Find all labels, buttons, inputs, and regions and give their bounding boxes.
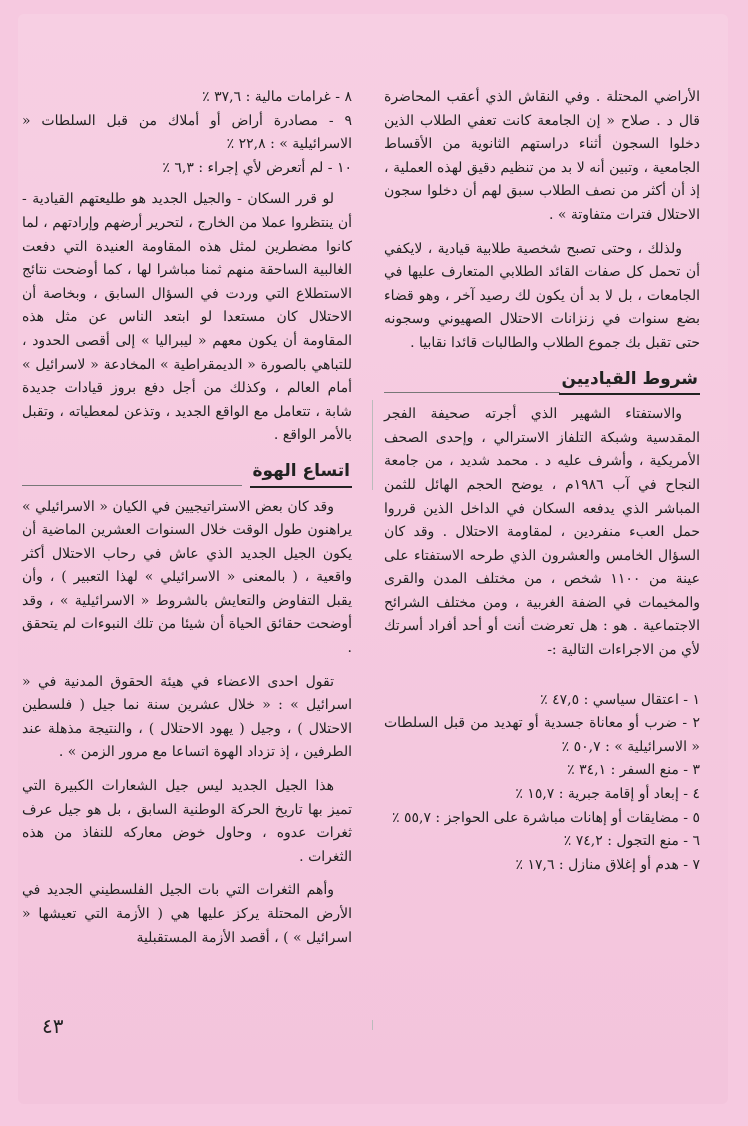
list-item: ١٠ - لم أتعرض لأي إجراء : ٦,٣ ٪ bbox=[162, 159, 352, 176]
list-item: ٥ - مضايقات أو إهانات مباشرة على الحواجز : ٥٥,٧ ٪ bbox=[391, 809, 700, 826]
list-item: ٩ - مصادرة أراض أو أملاك من قبل السلطات « الاسرائيلية » : ٢٢,٨ ٪ bbox=[22, 112, 352, 153]
section-heading: شروط القياديين bbox=[559, 368, 700, 396]
section-heading: اتساع الهوة bbox=[250, 460, 352, 488]
paragraph: الأراضي المحتلة . وفي النقاش الذي أعقب المحاضرة قال د . صلاح « إن الجامعة كانت تعفي الطلاب الذين دخلوا السجون أثناء دراستهم الثانوية من الأقساط الجامعية ، وتبين أنه لا بد من تنظيم دقيق لهذه العملية ، إذ أن أكثر من نصف الطلاب سبق لهم أن دخلوا سجون الاحتلال فترات متفاوتة » . bbox=[384, 89, 700, 223]
page-number: ٤٣ bbox=[42, 1014, 64, 1038]
list-item: ٢ - ضرب أو معاناة جسدية أو تهديد من قبل السلطات « الاسرائيلية » : ٥٠,٧ ٪ bbox=[384, 715, 700, 755]
column-mark bbox=[372, 400, 373, 490]
section-heading-wrap bbox=[22, 458, 352, 492]
list-item: ١ - اعتقال سياسي : ٤٧,٥ ٪ bbox=[540, 691, 700, 708]
paragraph: تقول احدى الاعضاء في هيئة الحقوق المدنية في « اسرائيل » : « خلال عشرين سنة نما جيل ( فلسطين الاحتلال ) ، وجيل ( يهود الاحتلال ) ، والنتيجة مذهلة عند الطرفين ، إذ تزداد الهوة اتساعا مع مرور الزمن » . bbox=[22, 673, 352, 761]
list-item: ٦ - منع التجول : ٧٤,٢ ٪ bbox=[563, 833, 700, 850]
paragraph: والاستفتاء الشهير الذي أجرته صحيفة الفجر المقدسية وشبكة التلفاز الاسترالي ، وإحدى الصحف الأمريكية ، وأشرف عليه د . محمد شديد ، من جامعة النجاح في آب ١٩٨٦م ، يوضح الحجم الهائل للثمن المباشر الذي يدفعه السكان في الداخل الذين قرروا حمل العبء منفردين ، لمقاومة الاحتلال . وقد كان السؤال الخامس والعشرون الذي طرحه الاستفتاء على عينة من ١١٠٠ شخص ، من مختلف المدن والقرى والمخيمات في الضفة الغربية ، ومن مختلف الشرائح الاجتماعية . هو : هل تعرضت أنت أو أحد أفراد أسرتك لأي من الاجراءات التالية :- bbox=[384, 406, 700, 659]
list-item: ٨ - غرامات مالية : ٣٧,٦ ٪ bbox=[202, 89, 352, 105]
column-mark bbox=[372, 1020, 373, 1030]
paragraph: وقد كان بعض الاستراتيجيين في الكيان « الاسرائيلي » يراهنون طول الوقت خلال السنوات العشرين الماضية أن يكون الجيل الجديد الذي عاش في رحاب الاحتلال أكثر واقعية ، ( بالمعنى « الاسرائيلي » لهذا التعبير ) ، وأن يقبل التفاوض والتعايش بالشروط « الاسرائيلية » ، وقد أوضحت حقائق الحياة أن شيئا من تلك النبوءات لم يتحقق . bbox=[22, 498, 352, 657]
survey-results-list bbox=[384, 689, 700, 878]
heading-rule bbox=[22, 485, 242, 486]
list-item: ٧ - هدم أو إغلاق منازل : ١٧,٦ ٪ bbox=[515, 856, 700, 873]
section-heading-wrap bbox=[384, 366, 700, 400]
right-column bbox=[384, 86, 700, 885]
left-column bbox=[22, 86, 352, 960]
survey-results-list-continued bbox=[22, 86, 352, 180]
list-item: ٣ - منع السفر : ٣٤,١ ٪ bbox=[567, 762, 700, 779]
paragraph: ولذلك ، وحتى تصبح شخصية طلابية قيادية ، لايكفي أن تحمل كل صفات القائد الطلابي المتعارف عليها في الجامعات ، بل لا بد أن يكون لك رصيد آخر ، وهو قضاء بضع سنوات في زنزانات الاحتلال الصهيوني وسجونه حتى تقبل بك جموع الطلاب والطالبات قائدا نقابيا . bbox=[384, 240, 700, 351]
paragraph: هذا الجيل الجديد ليس جيل الشعارات الكبيرة التي تميز بها تاريخ الحركة الوطنية السابق ، بل هو جيل عرف ثغرات عدوه ، وحاول خوض معاركه للنفاذ من هذه الثغرات . bbox=[22, 778, 352, 865]
heading-rule bbox=[384, 392, 560, 393]
paragraph: وأهم الثغرات التي بات الجيل الفلسطيني الجديد في الأرض المحتلة يركز عليها هي ( الأزمة التي تعيشها « اسرائيل » ) ، أقصد الأزمة المستقبلية bbox=[22, 882, 352, 946]
paragraph: لو قرر السكان - والجيل الجديد هو طليعتهم القيادية - أن ينتظروا عملا من الخارج ، لتحرير أرضهم وإرادتهم ، لما كانوا مضطرين لمثل هذه المقاومة العنيدة التي دفعت الغالبية الساحقة منهم ثمنا مباشرا لها ، كما أوضحت نتائج الاستطلاع التي وردت في السؤال السابق ، وبخاصة أن الاحتلال كان مستعدا لو ابتعد الناس عن مثل هذه المقاومة أن يكون معهم « ليبراليا » إلى أقصى الحدود ، للتباهي بالصورة « الديمقراطية » المخادعة « لاسرائيل » أمام العالم ، وكذلك من أجل دفع بروز قيادات جديدة شابة ، تتعامل مع الواقع الجديد ، وتذعن لمعطياته ، وتقبل بالأمر الواقع . bbox=[22, 191, 352, 444]
list-item: ٤ - إبعاد أو إقامة جبرية : ١٥,٧ ٪ bbox=[515, 786, 700, 803]
spacer bbox=[384, 673, 700, 689]
